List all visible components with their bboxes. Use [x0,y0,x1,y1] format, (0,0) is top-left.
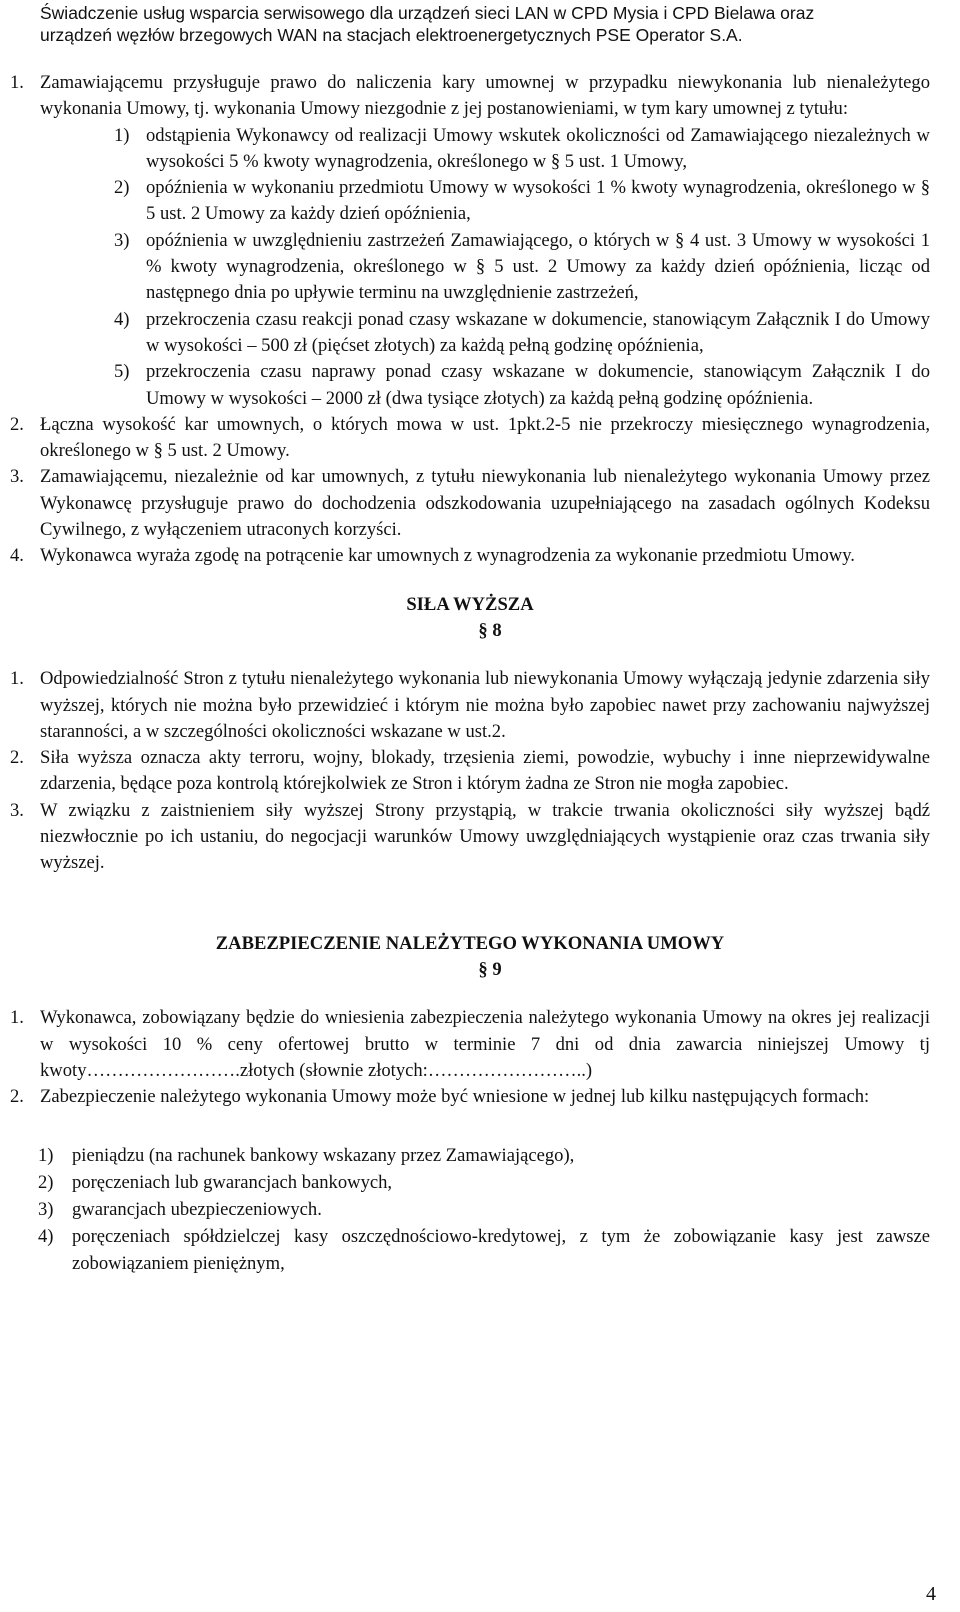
document-header [40,2,940,46]
list-item-number: 3) [38,1199,54,1221]
subitem-text: przekroczenia czasu reakcji ponad czasy wskazane w dokumencie, stanowiącym Załącznik I do Umowy w wysokości – 500 zł (pięćset złotych) za każdą pełną godzinę opóźnienia, [146,308,930,356]
subitem-text: odstąpienia Wykonawcy od realizacji Umowy wskutek okoliczności od Zamawiającego niezależnych w wysokości 5 % kwoty wynagrodzenia, określonego w § 5 ust. 1 Umowy, [146,124,930,172]
paragraph-number: 2. [10,747,24,769]
kary-subitem-2 [10,175,930,228]
paragraph-text: Zamawiającemu przysługuje prawo do naliczenia kary umownej w przypadku niewykonania lub nienależytego wykonania Umowy, tj. wykonania Umowy niezgodnie z jej postanowieniami, w tym kary umownej z tytułu: [40,72,930,120]
list-item-number: 4) [38,1226,54,1248]
paragraph-number: 3. [10,799,24,821]
sila-paragraph-2 [10,745,930,798]
list-item [10,1196,930,1223]
subitem-text: przekroczenia czasu naprawy ponad czasy wskazane w dokumencie, stanowiącym Załącznik I do Umowy w wysokości – 2000 zł (dwa tysiące złotych) za każdą pełną godzinę opóźnienia. [146,361,930,409]
list-item [10,1142,930,1169]
paragraph-number: 2. [10,413,24,435]
kary-subitem-3 [10,228,930,307]
kary-paragraph-1 [10,70,930,123]
header-line-1: Świadczenie usług wsparcia serwisowego dla urządzeń sieci LAN w CPD Mysia i CPD Bielawa oraz [40,3,815,23]
paragraph-number: 4. [10,545,24,567]
section-title-zabezpieczenie: ZABEZPIECZENIE NALEŻYTEGO WYKONANIA UMOWY [215,932,725,954]
zabezp-paragraph-2 [10,1084,930,1110]
paragraph-number: 2. [10,1086,24,1108]
kary-paragraph-3 [10,464,930,543]
kary-subitem-4 [10,307,930,360]
paragraph-text: Łączna wysokość kar umownych, o których mowa w ust. 1pkt.2-5 nie przekroczy miesięcznego wynagrodzenia, określonego w § 5 ust. 2 Umowy. [40,413,930,462]
section-number-8: § 8 [478,619,502,641]
document-body [10,70,930,1277]
paragraph-text: Wykonawca wyraża zgodę na potrącenie kar umownych z wynagrodzenia za wykonanie przedmiotu Umowy. [40,545,855,567]
paragraph-text: Odpowiedzialność Stron z tytułu nienależytego wykonania lub niewykonania Umowy wyłączają jedynie zdarzenia siły wyższej, których nie można było przewidzieć i którym nie można było zapobiec nawet przy zachowaniu najwyższej staranności, a w szczególności okoliczności wskazane w ust.2. [40,668,930,742]
section-number-9: § 9 [478,958,502,980]
zabezp-paragraph-1 [10,1005,930,1084]
kary-subitem-1 [10,123,930,176]
list-item-text: poręczeniach spółdzielczej kasy oszczędnościowo-kredytowej, z tym że zobowiązanie kasy jest zawsze zobowiązaniem pieniężnym, [72,1226,930,1275]
section-title-sila-wyzsza: SIŁA WYŻSZA [406,593,534,615]
list-item-number: 1) [38,1145,54,1167]
security-forms-list [10,1142,930,1277]
subitem-text: opóźnienia w wykonaniu przedmiotu Umowy w wysokości 1 % kwoty wynagrodzenia, określonego w § 5 ust. 2 Umowy za każdy dzień opóźnienia, [146,177,930,225]
subitem-number: 5) [114,361,130,383]
kary-subitem-5 [10,359,930,412]
sila-paragraph-1 [10,666,930,745]
paragraph-text: W związku z zaistnieniem siły wyższej Strony przystąpią, w trakcie trwania okoliczności siły wyższej bądź niezwłocznie po ich ustaniu, do negocjacji warunków Umowy uwzględniających wystąpienie oraz czas trwania siły wyższej. [40,799,930,874]
list-item [10,1223,930,1277]
subitem-number: 2) [114,177,130,199]
paragraph-text: Wykonawca, zobowiązany będzie do wniesienia zabezpieczenia należytego wykonania Umowy na okres jej realizacji w wysokości 10 % ceny ofertowej brutto w terminie 7 dni od dnia zawarcia niniejszej Umowy tj kwoty…………………….złotych (słownie złotych:……………………..) [40,1007,930,1081]
subitem-text: opóźnienia w uwzględnieniu zastrzeżeń Zamawiającego, o których w § 4 ust. 3 Umowy w wysokości 1 % kwoty wynagrodzenia, określonego w § 5 ust. 2 Umowy za każdy dzień opóźnienia, licząc od następnego dnia po upływie terminu na uwzględnienie zastrzeżeń, [146,229,930,304]
paragraph-number: 1. [10,1007,24,1029]
header-line-2: urządzeń węzłów brzegowych WAN na stacjach elektroenergetycznych PSE Operator S.A. [40,25,743,45]
paragraph-text: Siła wyższa oznacza akty terroru, wojny, blokady, trzęsienia ziemi, powodzie, wybuchy i inne nieprzewidywalne zdarzenia, będące poza kontrolą którejkolwiek ze Stron i którym żadna ze Stron nie mogła zapobiec. [40,747,930,795]
list-item-text: pieniądzu (na rachunek bankowy wskazany przez Zamawiającego), [72,1145,575,1167]
kary-paragraph-2 [10,412,930,465]
paragraph-text: Zabezpieczenie należytego wykonania Umowy może być wniesione w jednej lub kilku następujących formach: [40,1086,870,1108]
subitem-number: 4) [114,308,130,330]
kary-paragraph-4 [10,543,930,569]
list-item [10,1169,930,1196]
list-item-number: 2) [38,1172,54,1194]
subitem-number: 1) [114,124,130,146]
list-item-text: gwarancjach ubezpieczeniowych. [72,1199,322,1221]
paragraph-number: 3. [10,466,24,488]
sila-paragraph-3 [10,798,930,877]
subitem-number: 3) [114,229,130,251]
paragraph-number: 1. [10,668,24,690]
list-item-text: poręczeniach lub gwarancjach bankowych, [72,1172,393,1194]
page-number: 4 [926,1583,936,1605]
paragraph-text: Zamawiającemu, niezależnie od kar umownych, z tytułu niewykonania lub nienależytego wykonania Umowy przez Wykonawcę przysługuje prawo do dochodzenia odszkodowania uzupełniającego na zasadach ogólnych Kodeksu Cywilnego, z wyłączeniem utraconych korzyści. [40,466,930,541]
paragraph-number: 1. [10,72,24,93]
